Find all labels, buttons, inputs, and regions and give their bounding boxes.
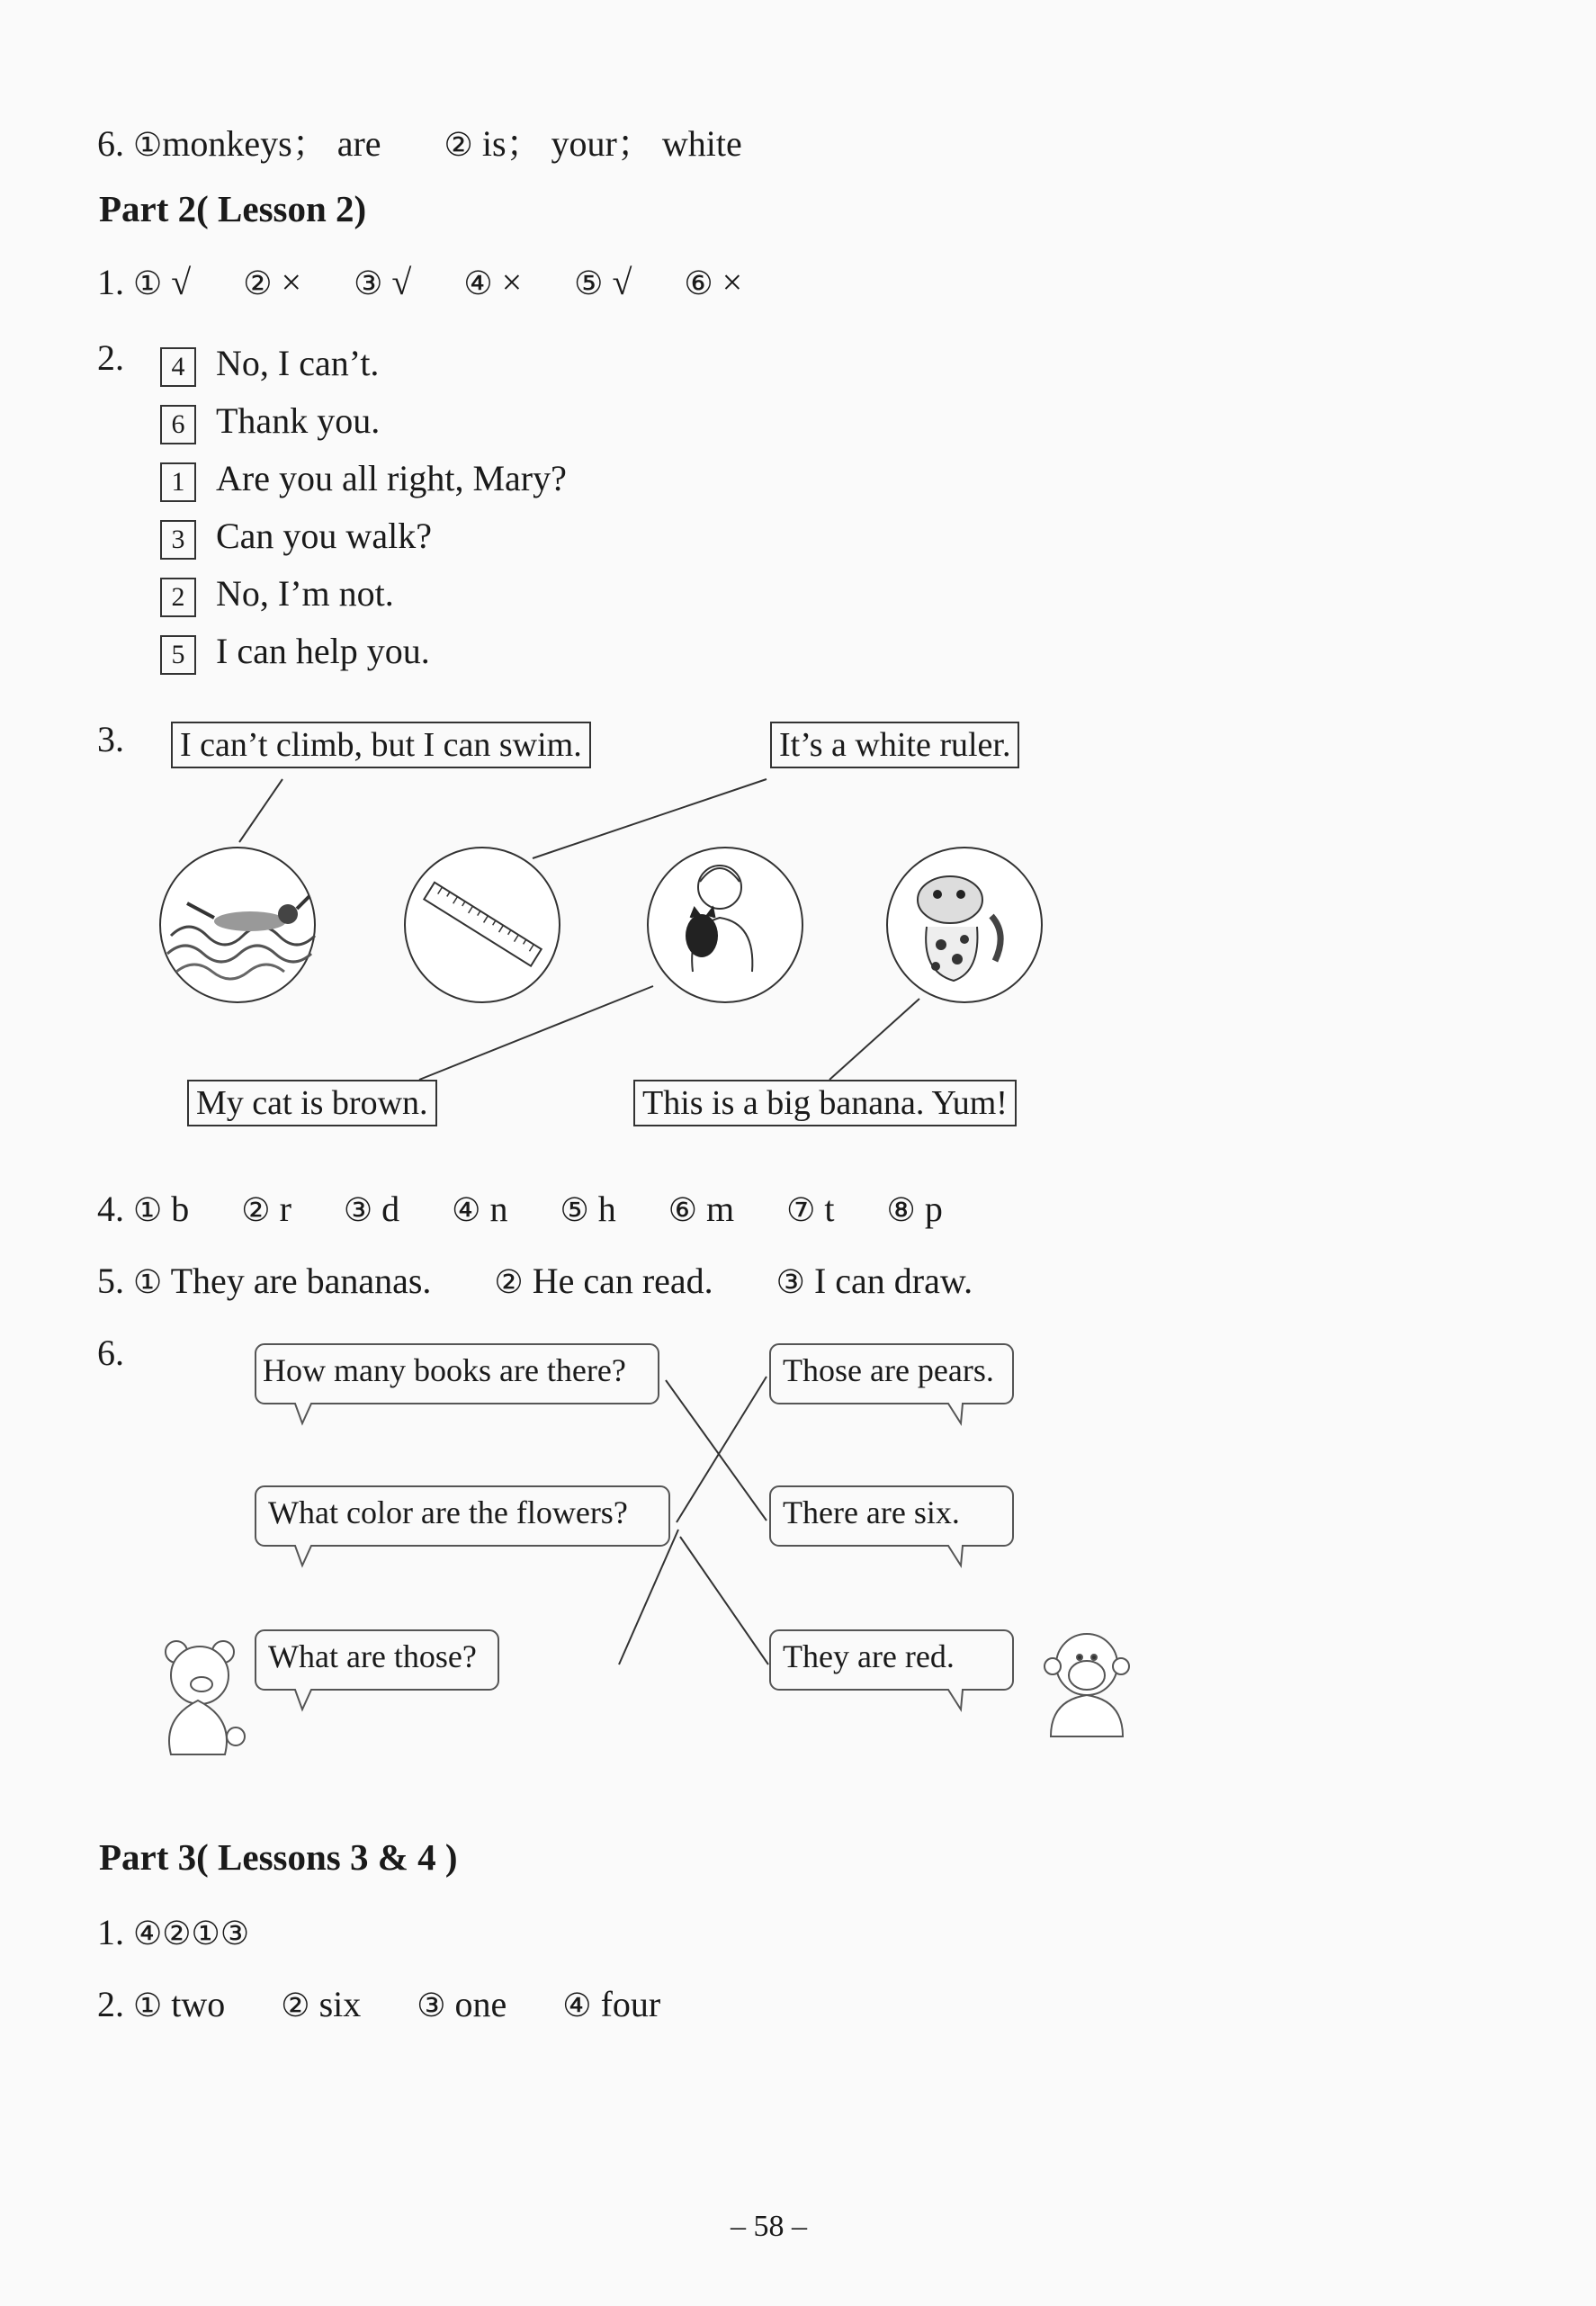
q3-label-swim: I can’t climb, but I can swim.	[171, 722, 591, 768]
q5-item: ③ I can draw.	[776, 1261, 973, 1301]
q2-item: 4 No, I can’t.	[160, 342, 379, 387]
q4-item: ② r	[241, 1189, 291, 1229]
q3-match-line	[419, 986, 653, 1080]
q4-item: ④ n	[452, 1189, 508, 1229]
q2-item: 6 Thank you.	[160, 399, 380, 444]
page-number: – 58 –	[731, 2210, 807, 2243]
q4-item: ① b	[133, 1189, 190, 1229]
q5-item: ① They are bananas.	[133, 1261, 432, 1301]
q4-item: ⑤ h	[560, 1189, 616, 1229]
girl-with-cat-picture	[648, 848, 802, 1002]
q6-right-bubble-1: Those are pears.	[783, 1352, 994, 1388]
leopard-banana-picture	[887, 848, 1042, 1002]
q1-item: ③ √	[354, 262, 412, 302]
q1-number: 1.	[97, 262, 124, 302]
q2-number: 2.	[97, 337, 124, 378]
part3-q2-number: 2.	[97, 1984, 124, 2024]
q3-label-ruler: It’s a white ruler.	[770, 722, 1019, 768]
q6-top-answer-2: is； your； white	[481, 123, 742, 164]
q6-left-bubble-3: What are those?	[268, 1638, 477, 1674]
q3-label-cat: My cat is brown.	[187, 1080, 437, 1126]
q4-number: 4.	[97, 1189, 124, 1229]
part3-q2-item: ④ four	[562, 1984, 661, 2024]
q5-item: ② He can read.	[494, 1261, 713, 1301]
q2-item: 1 Are you all right, Mary?	[160, 457, 567, 502]
q3-match-line	[239, 779, 282, 842]
part2-heading: Part 2( Lesson 2)	[99, 188, 367, 229]
q4-item: ⑧ p	[886, 1189, 943, 1229]
q3-number: 3.	[97, 719, 124, 759]
q6-top-circle-2: ②	[444, 127, 473, 164]
part3-q2-item: ① two	[133, 1984, 226, 2024]
q6-right-bubble-2: There are six.	[783, 1494, 960, 1530]
q6-left-bubble-1: How many books are there?	[263, 1352, 626, 1388]
q6-match-line	[619, 1530, 678, 1664]
monkey-picture	[1045, 1634, 1129, 1736]
q4-item: ⑦ t	[786, 1189, 835, 1229]
q6-top-number: 6.	[97, 123, 124, 164]
part3-q1	[97, 1911, 249, 1953]
q3-match-line	[829, 999, 919, 1080]
q2-item: 3 Can you walk?	[160, 515, 432, 560]
q6-left-bubble-2: What color are the flowers?	[268, 1494, 628, 1530]
q1-item: ⑥ ×	[684, 262, 743, 302]
q1-item: ⑤ √	[574, 262, 632, 302]
q4-item: ③ d	[343, 1189, 400, 1229]
q6-top-circle-1: ①	[133, 127, 163, 164]
part3-heading: Part 3( Lessons 3 & 4 )	[99, 1836, 458, 1878]
part3-q2-item: ③ one	[417, 1984, 507, 2024]
teddy-bear-picture	[166, 1641, 245, 1754]
part2-q5	[97, 1260, 973, 1302]
q1-item: ② ×	[243, 262, 302, 302]
q6-top-answer-1: monkeys； are	[162, 123, 381, 164]
part3-q2-item: ② six	[281, 1984, 362, 2024]
q3-label-banana: This is a big banana. Yum!	[633, 1080, 1017, 1126]
ruler-picture	[405, 848, 560, 1002]
q1-item: ④ ×	[463, 262, 523, 302]
part3-q2	[97, 1983, 660, 2025]
q2-item: 5 I can help you.	[160, 630, 430, 675]
q6-number: 6.	[97, 1332, 124, 1373]
q3-match-line	[533, 779, 767, 858]
part3-q1-number: 1.	[97, 1912, 124, 1952]
q6-right-bubble-3: They are red.	[783, 1638, 955, 1674]
part3-q1-answer: ④②①③	[133, 1916, 250, 1952]
q1-item: ① √	[133, 262, 192, 302]
q2-item: 2 No, I’m not.	[160, 572, 394, 617]
swimmer-picture	[160, 848, 315, 1002]
part2-q4	[97, 1188, 943, 1230]
q5-number: 5.	[97, 1261, 124, 1301]
q4-item: ⑥ m	[668, 1189, 735, 1229]
q6-match-line	[680, 1537, 768, 1664]
